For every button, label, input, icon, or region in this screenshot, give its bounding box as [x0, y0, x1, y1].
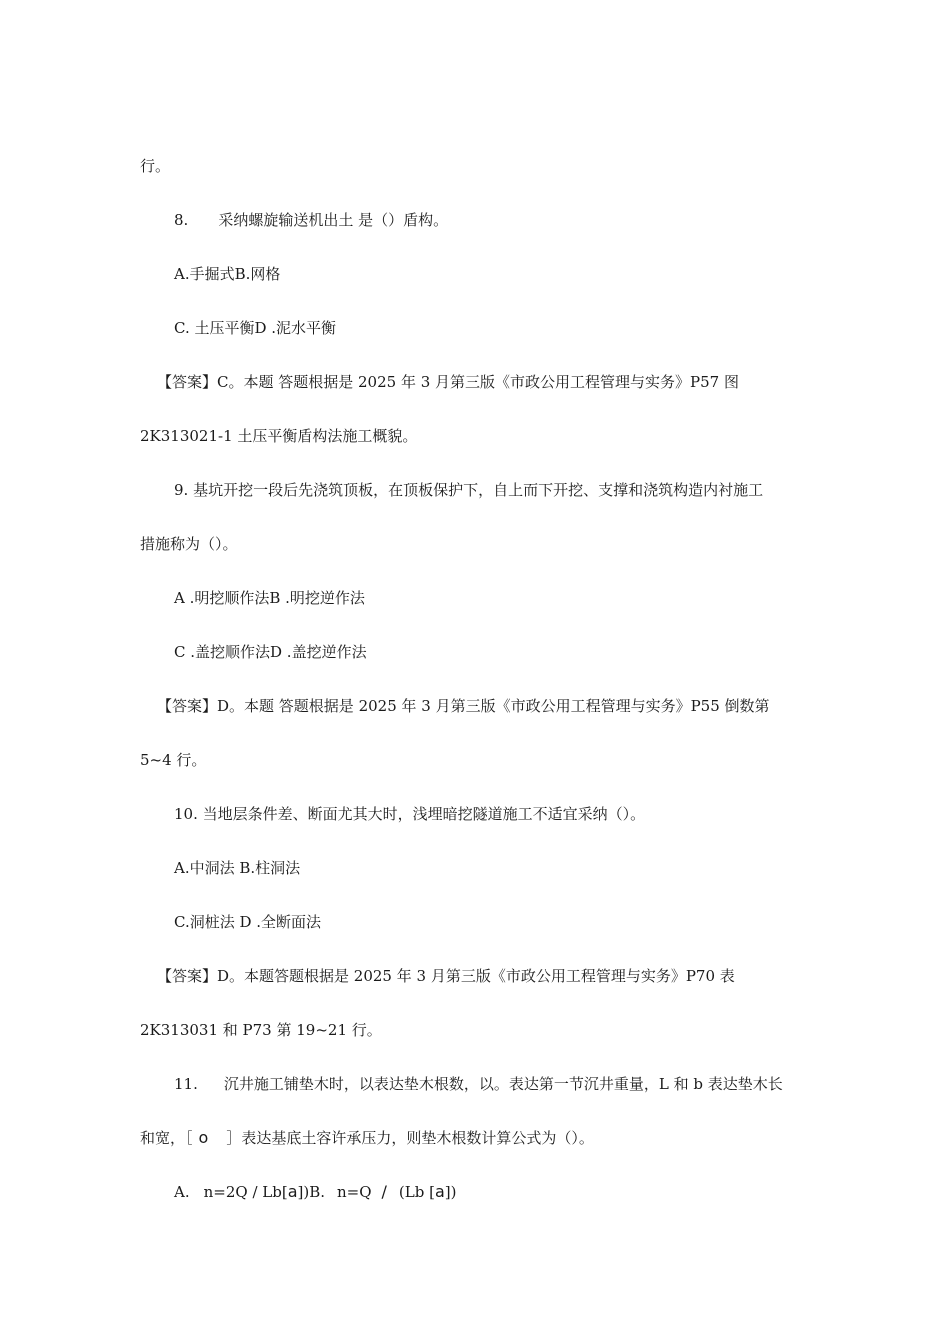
question-text: 和宽，［ o ］表达基底土容许承压力，则垫木根数计算公式为（）。 [140, 1128, 594, 1147]
sigma-symbol: a [287, 1182, 298, 1201]
question-9: 9. 基坑开挖一段后先浇筑顶板，在顶板保护下，自上而下开挖、支撑和浇筑构造内衬施工 [174, 481, 764, 499]
question-text: 沉井施工铺垫木时，以表达垫木根数，以。表达第一节沉井重量，L 和 b 表达垫木长 [223, 1075, 783, 1093]
question-number: 11. [174, 1075, 198, 1093]
question-number: 8. [174, 211, 189, 229]
sigma-symbol: a [434, 1182, 445, 1201]
question-text: 采纳螺旋输送机出土 是（）盾构。 [218, 211, 449, 229]
option-line: A.中洞法 B.柱洞法 [174, 859, 301, 877]
question-10: 10. 当地层条件差、断面尤其大时，浅埋暗挖隧道施工不适宜采纳（）。 [174, 805, 646, 823]
option-line: C.洞桩法 D .全断面法 [174, 913, 322, 931]
option-line: C .盖挖顺作法D .盖挖逆作法 [174, 643, 367, 661]
answer-line: 5~4 行。 [140, 751, 207, 769]
option-line: A.手掘式B.网格 [174, 265, 281, 283]
answer-line: 2K313021-1 土压平衡盾构法施工概貌。 [140, 427, 418, 445]
text-line: 行。 [140, 157, 171, 175]
answer-line: 【答案】C。本题 答题根据是 2025 年 3 月第三版《市政公用工程管理与实务》P57 图 [157, 373, 739, 391]
answer-line: 【答案】D。本题 答题根据是 2025 年 3 月第三版《市政公用工程管理与实务》P55 倒数第 [157, 697, 770, 715]
question-11 [174, 1074, 783, 1094]
option-line: A .明挖顺作法B .明挖逆作法 [174, 589, 365, 607]
answer-line: 2K313031 和 P73 第 19~21 行。 [140, 1021, 382, 1039]
question-8 [174, 210, 448, 230]
question-text: 措施称为（）。 [140, 535, 238, 553]
formula-options: A. n=2Q / Lb[a])B. n=Q / (Lb [a]) [174, 1182, 457, 1201]
sigma-symbol: o [198, 1128, 209, 1147]
answer-line: 【答案】D。本题答题根据是 2025 年 3 月第三版《市政公用工程管理与实务》P70 表 [157, 967, 735, 985]
option-line: C. 土压平衡D .泥水平衡 [174, 319, 337, 337]
